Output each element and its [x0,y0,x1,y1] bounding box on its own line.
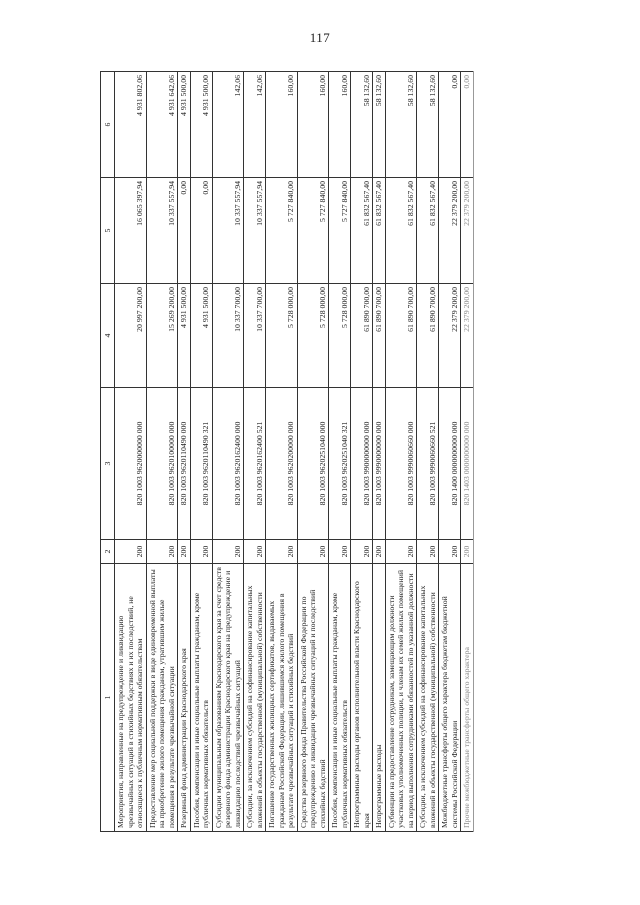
row-classification-cell: 820 1403 0000000000 000 [461,388,474,540]
table-row [373,72,386,832]
row-code-cell: 200 [385,540,417,564]
row-classification-cell: 820 1003 9620251040 000 [297,388,329,540]
row-code-cell: 200 [417,540,439,564]
row-name-cell: Мероприятия, направленные на предупреждение и ликвидацию чрезвычайных ситуаций в стихийных бедствиях и их последствий, не относящиеся к публичным нормативным обязательствам [115,564,147,832]
column-header: 6 [101,72,115,178]
table-header-row [101,72,115,832]
table-row [190,72,212,832]
row-code-cell: 200 [297,540,329,564]
row-executed-amount-cell: 5 727 840,00 [266,178,298,284]
column-header: 2 [101,540,115,564]
row-remaining-amount-cell: 58 132,60 [351,72,373,178]
row-executed-amount-cell: 22 379 200,00 [439,178,461,284]
row-approved-amount-cell: 15 269 200,00 [146,284,178,388]
row-executed-amount-cell: 0,00 [190,178,212,284]
row-classification-cell: 820 1003 9620162400 521 [244,388,266,540]
row-classification-cell: 820 1003 9990000000 000 [373,388,386,540]
row-name-cell: Непрограммные расходы [373,564,386,832]
row-code-cell: 200 [115,540,147,564]
table-row [329,72,351,832]
row-name-cell: Предоставление мер социальной поддержки в виде единовременной выплаты на приобретение жилого помещения гражданам, утратившим жилые помещения в результате чрезвычайной ситуации [146,564,178,832]
row-executed-amount-cell: 22 379 200,00 [461,178,474,284]
row-code-cell: 200 [146,540,178,564]
row-code-cell: 200 [190,540,212,564]
row-approved-amount-cell: 5 728 000,00 [329,284,351,388]
row-executed-amount-cell: 61 832 567,40 [351,178,373,284]
row-name-cell: Средства резервного фонда Правительства Российской Федерации по предупреждению и ликвидации чрезвычайных ситуаций и последствий стихийных бедствий [297,564,329,832]
row-name-cell: Субсидии, за исключением субсидий на софинансирование капитальных вложений в объекты государственной (муниципальной) собственности [417,564,439,832]
row-classification-cell: 820 1003 9620110490 000 [178,388,191,540]
row-classification-cell: 820 1003 9990060660 000 [385,388,417,540]
row-name-cell: Субсидии муниципальным образованиям Краснодарского края за счет средств резервного фонда администрации Краснодарского края на предупреждение и ликвидацию последствий чрезвычайных ситуаций [212,564,244,832]
row-remaining-amount-cell: 4 931 500,00 [178,72,191,178]
row-approved-amount-cell: 22 379 200,00 [439,284,461,388]
row-name-cell: Пособия, компенсации и иные социальные выплаты гражданам, кроме публичных нормативных обязательств [190,564,212,832]
row-classification-cell: 820 1003 9620162400 000 [212,388,244,540]
row-approved-amount-cell: 61 890 700,00 [373,284,386,388]
table-row [385,72,417,832]
row-name-cell: Прочие межбюджетные трансферты общего характера [461,564,474,832]
row-executed-amount-cell: 10 337 557,94 [146,178,178,284]
row-remaining-amount-cell: 0,00 [461,72,474,178]
row-executed-amount-cell: 5 727 840,00 [329,178,351,284]
row-remaining-amount-cell: 4 931 802,06 [115,72,147,178]
table-row [461,72,474,832]
table-row [439,72,461,832]
row-classification-cell: 820 1003 9620251040 321 [329,388,351,540]
row-executed-amount-cell: 61 832 567,40 [417,178,439,284]
budget-table [100,71,474,832]
table-row [178,72,191,832]
row-executed-amount-cell: 10 337 557,94 [212,178,244,284]
row-approved-amount-cell: 10 337 700,00 [244,284,266,388]
row-executed-amount-cell: 61 832 567,40 [373,178,386,284]
row-remaining-amount-cell: 0,00 [439,72,461,178]
row-approved-amount-cell: 5 728 000,00 [266,284,298,388]
row-classification-cell: 820 1003 9620100000 000 [146,388,178,540]
row-remaining-amount-cell: 160,00 [329,72,351,178]
table-row [115,72,147,832]
row-classification-cell: 820 1003 9990060660 521 [417,388,439,540]
column-header: 3 [101,388,115,540]
row-classification-cell: 820 1400 0000000000 000 [439,388,461,540]
row-code-cell: 200 [329,540,351,564]
row-name-cell: Резервный фонд администрации Краснодарского края [178,564,191,832]
row-name-cell: Субвенции на предоставление сотрудникам, замещающим должности участковых уполномоченных полиции, и членам их семей жилых помещений на период выполнения сотрудниками обязанностей по указанной должности [385,564,417,832]
row-remaining-amount-cell: 160,00 [266,72,298,178]
row-approved-amount-cell: 61 890 700,00 [417,284,439,388]
row-name-cell: Погашение государственных жилищных сертификатов, выдаваемых гражданам Российской Федерации, лишившимся жилого помещения в результате чрезвычайных ситуаций и стихийных бедствий [266,564,298,832]
table-row [297,72,329,832]
row-classification-cell: 820 1003 9620110490 321 [190,388,212,540]
row-approved-amount-cell: 61 890 700,00 [385,284,417,388]
row-code-cell: 200 [373,540,386,564]
row-approved-amount-cell: 4 931 500,00 [190,284,212,388]
table-row [212,72,244,832]
row-remaining-amount-cell: 160,00 [297,72,329,178]
row-executed-amount-cell: 16 065 397,94 [115,178,147,284]
row-approved-amount-cell: 4 931 500,00 [178,284,191,388]
row-name-cell: Непрограммные расходы органов исполнительной власти Краснодарского края [351,564,373,832]
row-remaining-amount-cell: 58 132,60 [385,72,417,178]
row-executed-amount-cell: 5 727 840,00 [297,178,329,284]
page-number: 117 [309,30,331,45]
column-header: 1 [101,564,115,832]
table-row [417,72,439,832]
row-approved-amount-cell: 61 890 700,00 [351,284,373,388]
row-remaining-amount-cell: 142,06 [212,72,244,178]
row-remaining-amount-cell: 58 132,60 [373,72,386,178]
row-approved-amount-cell: 10 337 700,00 [212,284,244,388]
table-row [146,72,178,832]
rotated-table-container [100,72,620,832]
row-code-cell: 200 [212,540,244,564]
row-code-cell: 200 [244,540,266,564]
table-row [351,72,373,832]
row-classification-cell: 820 1003 9620200000 000 [266,388,298,540]
row-code-cell: 200 [439,540,461,564]
row-classification-cell: 820 1003 9900000000 000 [351,388,373,540]
row-remaining-amount-cell: 4 931 642,06 [146,72,178,178]
row-approved-amount-cell: 20 997 200,00 [115,284,147,388]
row-name-cell: Пособия, компенсации и иные социальные выплаты гражданам, кроме публичных нормативных обязательств [329,564,351,832]
row-remaining-amount-cell: 4 931 500,00 [190,72,212,178]
row-remaining-amount-cell: 142,06 [244,72,266,178]
row-approved-amount-cell: 22 379 200,00 [461,284,474,388]
table-row [244,72,266,832]
table-body [115,72,474,832]
row-remaining-amount-cell: 58 132,60 [417,72,439,178]
row-executed-amount-cell: 61 832 567,40 [385,178,417,284]
row-code-cell: 200 [461,540,474,564]
table-row [266,72,298,832]
row-name-cell: Субсидии, за исключением субсидий на софинансирование капитальных вложений в объекты государственной (муниципальной) собственности [244,564,266,832]
column-header: 4 [101,284,115,388]
row-code-cell: 200 [178,540,191,564]
row-code-cell: 200 [266,540,298,564]
row-approved-amount-cell: 5 728 000,00 [297,284,329,388]
row-code-cell: 200 [351,540,373,564]
row-classification-cell: 820 1003 9620000000 000 [115,388,147,540]
column-header: 5 [101,178,115,284]
row-executed-amount-cell: 10 337 557,94 [244,178,266,284]
row-executed-amount-cell: 0,00 [178,178,191,284]
row-name-cell: Межбюджетные трансферты общего характера бюджетам бюджетной системы Российской Федерации [439,564,461,832]
